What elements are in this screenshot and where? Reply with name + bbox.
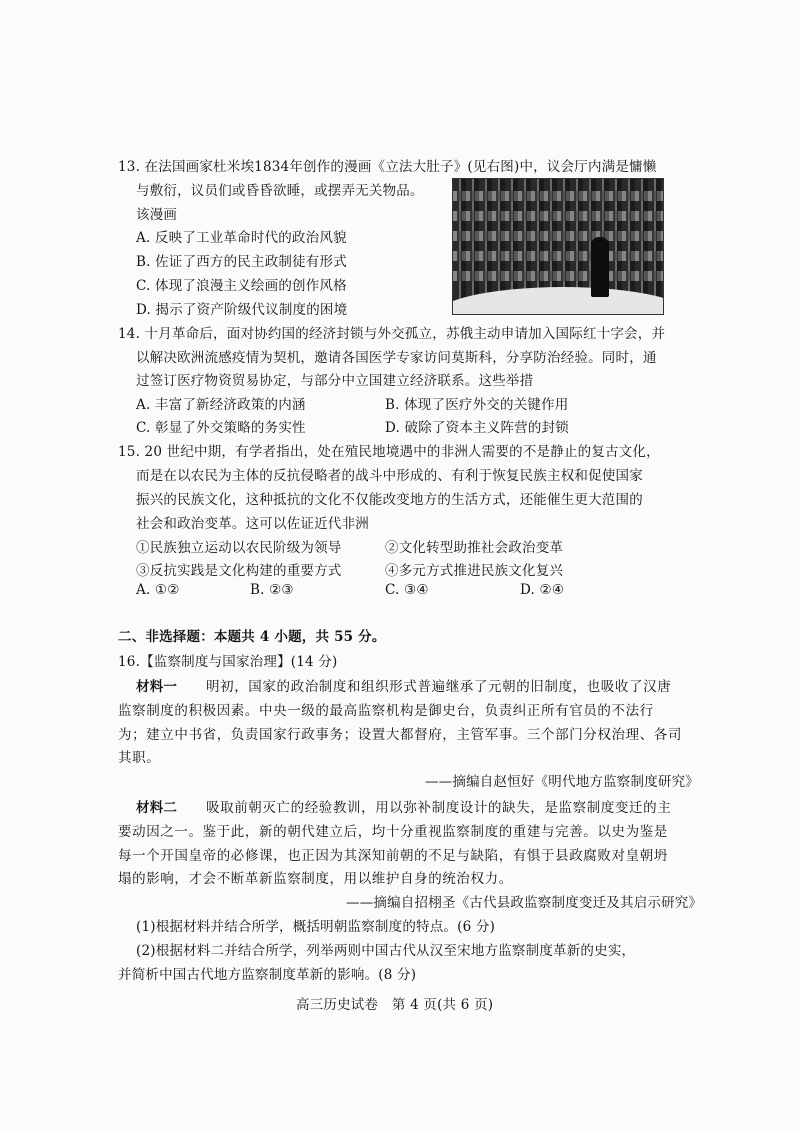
q13-option-b: B. 佐证了西方的民主政制徒有形式 — [136, 254, 347, 270]
page-footer: 高三历史试卷 第 4 页(共 6 页) — [296, 997, 494, 1013]
q15-item-1: ①民族独立运动以农民阶级为领导 — [136, 540, 342, 556]
material-1-line-1: 明初，国家的政治制度和组织形式普遍继承了元朝的旧制度，也吸收了汉唐 — [206, 679, 672, 695]
material-1-line-2: 监察制度的积极因素。中央一级的最高监察机构是御史台，负责纠正所有官员的不法行 — [118, 703, 654, 719]
section-heading: 二、非选择题：本题共 4 小题，共 55 分。 — [118, 629, 386, 645]
material-1-line-4: 其职。 — [118, 750, 161, 766]
q15-stem-line-4: 社会和政治变革。这可以佐证近代非洲 — [136, 516, 369, 532]
material-2-source: ——摘编自招栩圣《古代县政监察制度变迁及其启示研究》 — [346, 895, 703, 911]
q14-option-a: A. 丰富了新经济政策的内涵 — [136, 397, 306, 413]
q16-subquestion-2-line-2: 并简析中国古代地方监察制度革新的影响。(8 分) — [118, 967, 417, 983]
q16-subquestion-1: (1)根据材料并结合所学，概括明朝监察制度的特点。(6 分) — [136, 919, 496, 935]
q14-stem-line-3: 过签订医疗物资贸易协定，与部分中立国建立经济联系。这些举措 — [136, 373, 534, 389]
q15-item-2: ②文化转型助推社会政治变革 — [385, 540, 564, 556]
q15-stem-line-3: 振兴的民族文化，这种抵抗的文化不仅能改变地方的生活方式，还能催生更大范围的 — [136, 492, 643, 508]
q14-option-b: B. 体现了医疗外交的关键作用 — [385, 397, 569, 413]
material-2-line-4: 塌的影响，才会不断革新监察制度，用以维护自身的统治权力。 — [118, 871, 513, 887]
q14-option-d: D. 破除了资本主义阵营的封锁 — [385, 420, 569, 436]
q16-title: 16.【监察制度与国家治理】(14 分) — [118, 654, 338, 670]
q14-stem-line-1: 14. 十月革命后，面对协约国的经济封锁与外交孤立，苏俄主动申请加入国际红十字会，并 — [118, 326, 666, 342]
q15-stem-line-2: 而是在以农民为主体的反抗侵略者的战斗中形成的、有利于恢复民族主权和促使国家 — [136, 468, 643, 484]
q14-option-c: C. 彰显了外交策略的务实性 — [136, 420, 306, 436]
q15-option-c: C. ③④ — [385, 582, 429, 598]
q15-item-3: ③反抗实践是文化构建的重要方式 — [136, 563, 342, 579]
q13-stem-line-3: 该漫画 — [136, 207, 178, 223]
material-2-line-2: 要动因之一。鉴于此，新的朝代建立后，均十分重视监察制度的重建与完善。以史为鉴是 — [118, 824, 668, 840]
q14-stem-line-2: 以解决欧洲流感疫情为契机，邀请各国医学专家访问莫斯科，分享防治经验。同时，通 — [136, 350, 657, 366]
material-1-line-3: 为；建立中书省，负责国家行政事务；设置大都督府，主管军事。三个部门分权治理、各司 — [118, 727, 682, 743]
material-1-source: ——摘编自赵恒好《明代地方监察制度研究》 — [425, 774, 699, 790]
cartoon-image — [452, 178, 664, 315]
q16-subquestion-2-line-1: (2)根据材料二并结合所学，列举两则中国古代从汉至宋地方监察制度革新的史实， — [136, 943, 636, 959]
q13-stem-line-2: 与敷衍，议员们或昏昏欲睡，或摆弄无关物品。 — [136, 183, 424, 199]
material-1-label: 材料一 — [136, 679, 178, 695]
q15-option-a: A. ①② — [136, 582, 180, 598]
q13-option-d: D. 揭示了资产阶级代议制度的困境 — [136, 302, 348, 318]
material-2-line-1: 吸取前朝灭亡的经验教训，用以弥补制度设计的缺失，是监察制度变迁的主 — [206, 800, 672, 816]
q13-option-c: C. 体现了浪漫主义绘画的创作风格 — [136, 278, 347, 294]
q13-option-a: A. 反映了工业革命时代的政治风貌 — [136, 230, 347, 246]
q15-option-d: D. ②④ — [520, 582, 565, 598]
q15-stem-line-1: 15. 20 世纪中期，有学者指出，处在殖民地境遇中的非洲人需要的不是静止的复古文化， — [118, 444, 660, 460]
q15-item-4: ④多元方式推进民族文化复兴 — [385, 563, 564, 579]
q15-option-b: B. ②③ — [250, 582, 294, 598]
material-2-label: 材料二 — [136, 800, 178, 816]
material-2-line-3: 每一个开国皇帝的必修课，也正因为其深知前朝的不足与缺陷，有惧于县政腐败对皇朝坍 — [118, 848, 668, 864]
q13-stem-line-1: 13. 在法国画家杜米埃1834年创作的漫画《立法大肚子》(见右图)中，议会厅内满是慵懒 — [118, 159, 657, 175]
